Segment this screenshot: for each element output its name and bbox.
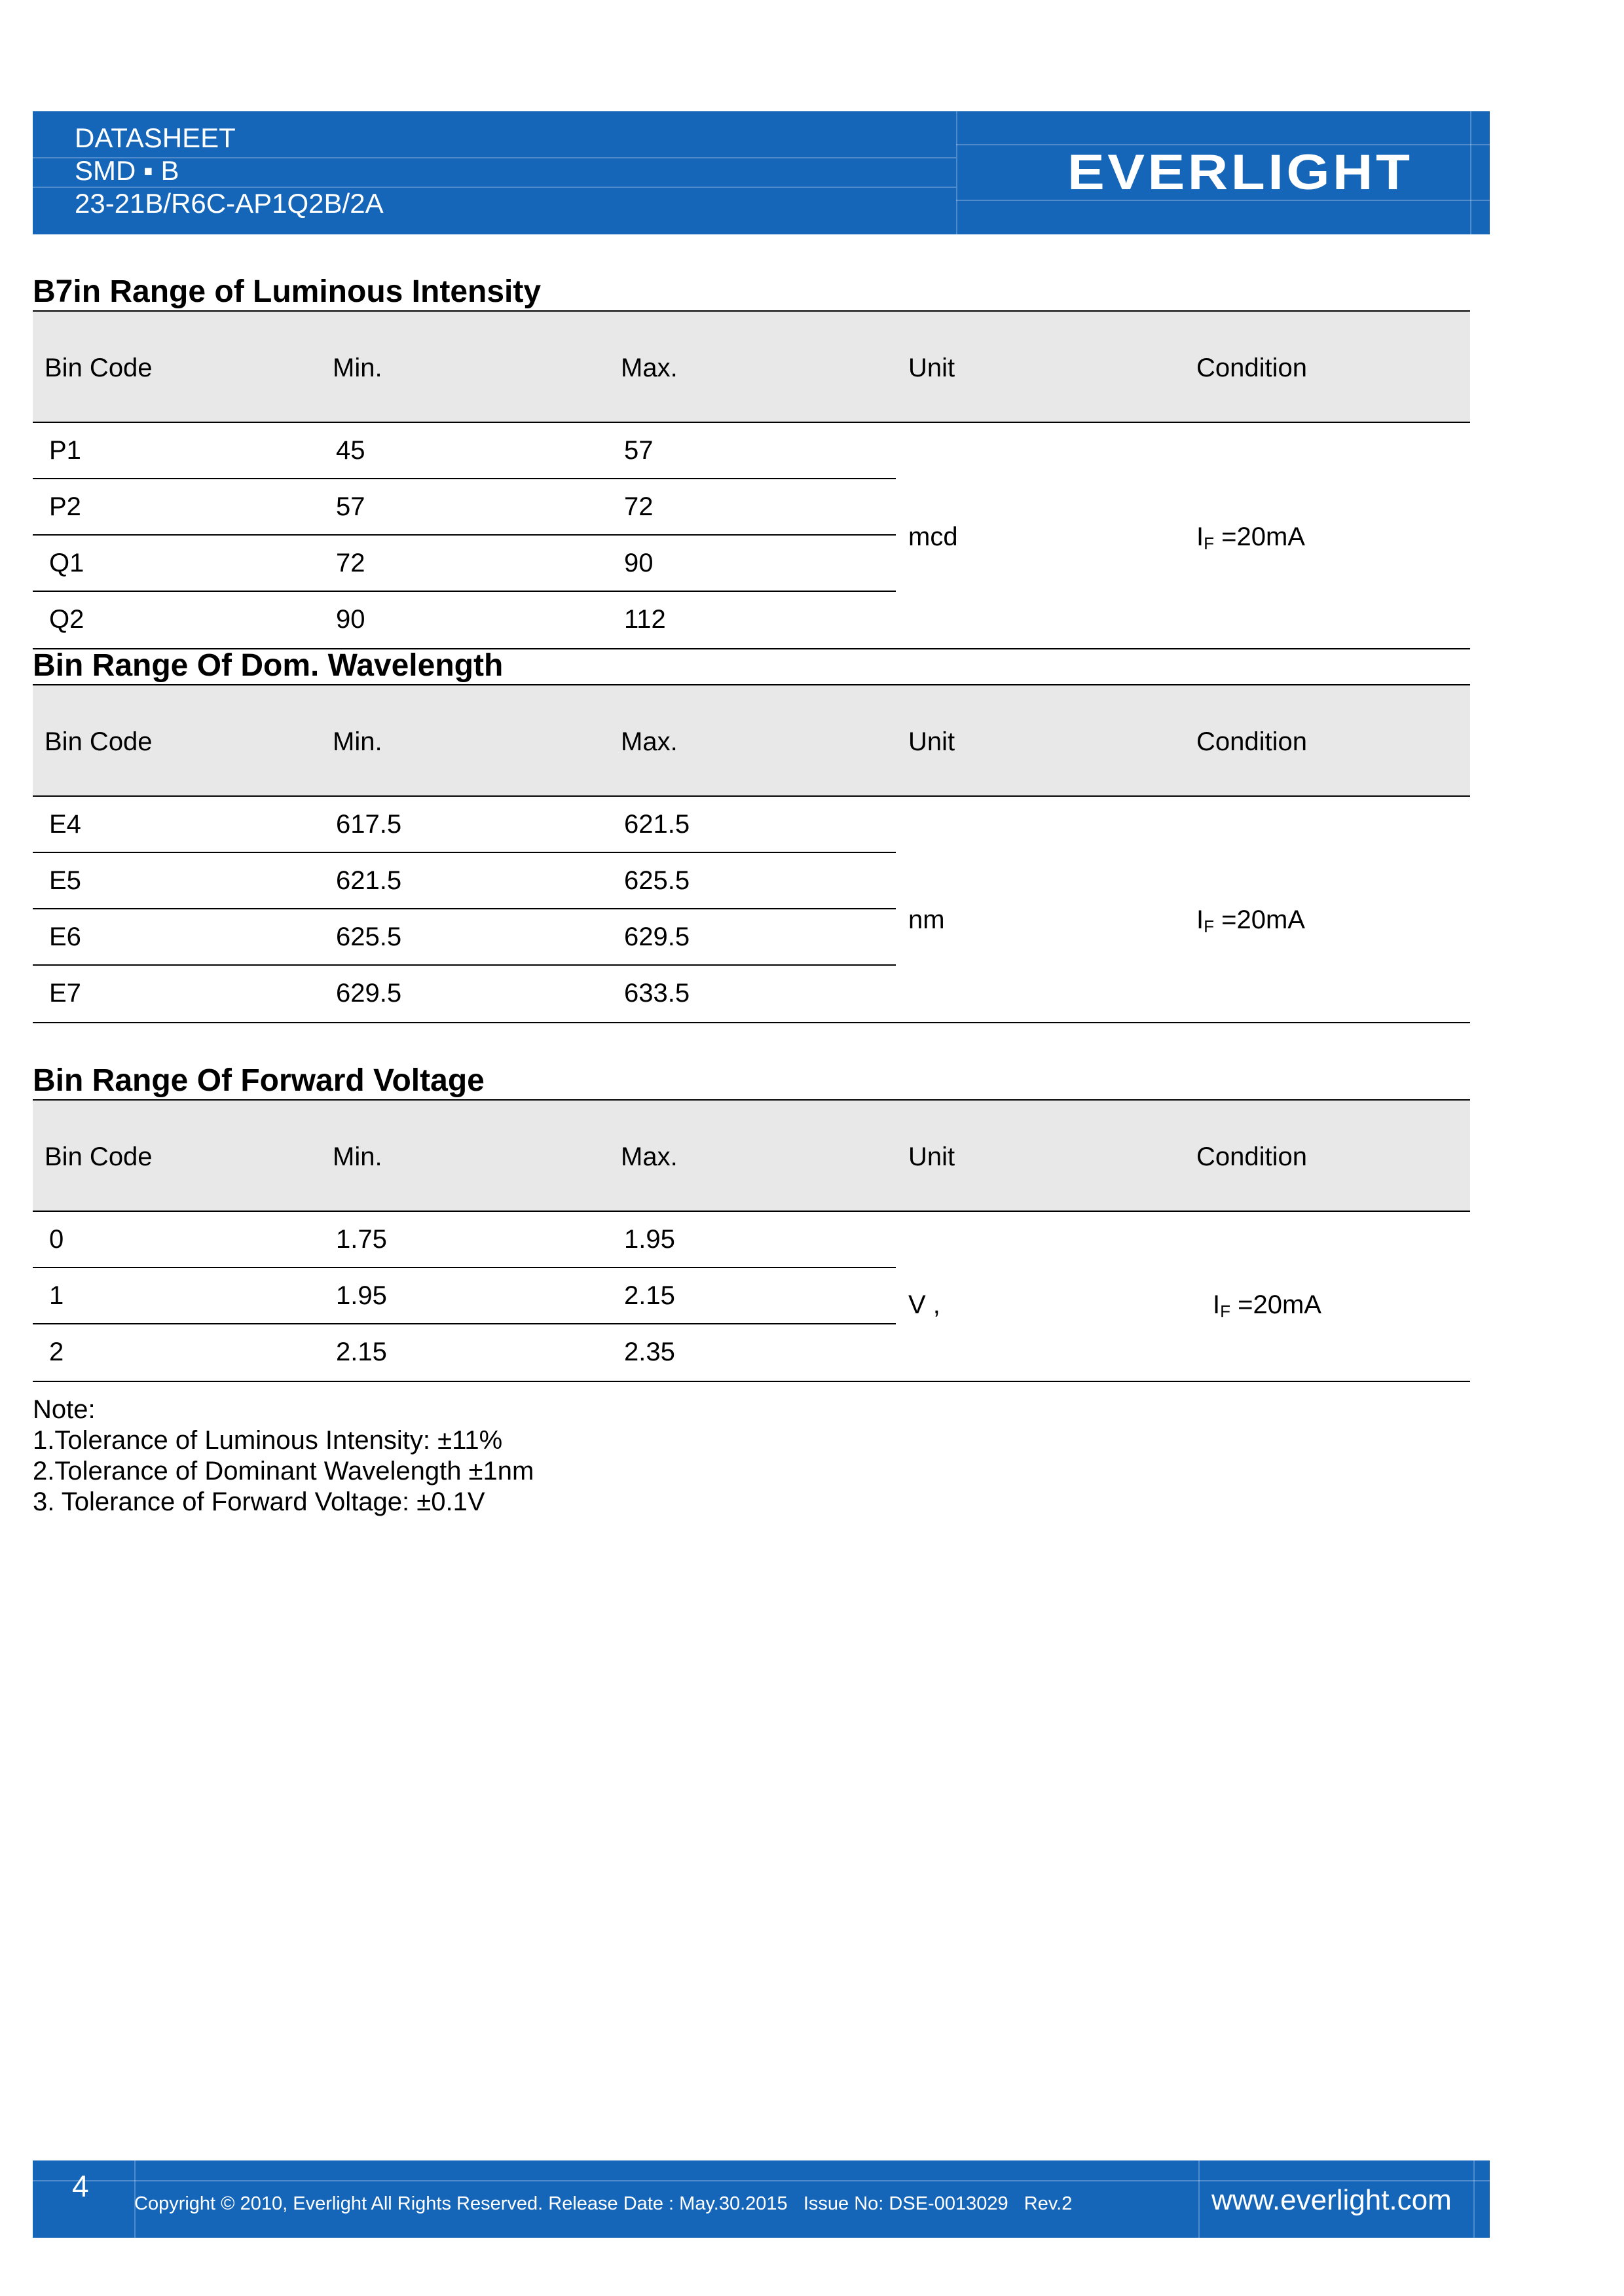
- table-header: [33, 1101, 1470, 1212]
- table-row: [33, 536, 896, 592]
- bin-code: 2: [49, 1338, 64, 1366]
- header-min: Min.: [333, 354, 382, 382]
- header-condition: Condition: [1196, 1142, 1308, 1171]
- bin-code: P2: [49, 492, 81, 521]
- luminous-title: B7in Range of Luminous Intensity: [33, 274, 542, 309]
- voltage-title: Bin Range Of Forward Voltage: [33, 1063, 485, 1098]
- min-value: 621.5: [336, 866, 402, 895]
- table-row: [33, 479, 896, 536]
- bin-code: 0: [49, 1225, 64, 1254]
- note-heading: Note:: [33, 1395, 96, 1424]
- bin-code: E6: [49, 922, 81, 951]
- luminous-table: [33, 310, 1470, 651]
- max-value: 2.15: [624, 1281, 675, 1310]
- note-item: 3. Tolerance of Forward Voltage: ±0.1V: [33, 1487, 485, 1516]
- unit-value: mcd: [908, 522, 958, 551]
- max-value: 621.5: [624, 810, 690, 839]
- package-label: SMD ▪ B: [75, 155, 179, 186]
- copyright-text: Copyright © 2010, Everlight All Rights Reserved. Release Date : May.30.2015 Issue No: DSE-0013029 Rev.2: [134, 2193, 1073, 2214]
- header-unit: Unit: [908, 727, 955, 756]
- header-min: Min.: [333, 727, 382, 756]
- table-row: [33, 1324, 896, 1379]
- table-row: [33, 909, 896, 966]
- table-row: [33, 1212, 896, 1268]
- min-value: 625.5: [336, 922, 402, 951]
- notes: [33, 1394, 534, 1518]
- part-number: 23-21B/R6C-AP1Q2B/2A: [75, 188, 384, 219]
- max-value: 1.95: [624, 1225, 675, 1254]
- max-value: 625.5: [624, 866, 690, 895]
- table-header: [33, 685, 1470, 797]
- page-number: 4: [72, 2169, 89, 2203]
- bin-code: P1: [49, 436, 81, 465]
- doc-type-label: DATASHEET: [75, 122, 236, 153]
- max-value: 90: [624, 549, 654, 577]
- table-row: [33, 966, 896, 1021]
- min-value: 45: [336, 436, 365, 465]
- wavelength-table: [33, 684, 1470, 1025]
- header-condition: Condition: [1196, 354, 1308, 382]
- header-band: [33, 111, 1490, 234]
- header-bin-code: Bin Code: [45, 727, 153, 756]
- website-link[interactable]: www.everlight.com: [1211, 2184, 1452, 2216]
- table-row: [33, 592, 896, 647]
- voltage-table: [33, 1099, 1470, 1385]
- header-bin-code: Bin Code: [45, 1142, 153, 1171]
- header-bin-code: Bin Code: [45, 354, 153, 382]
- footer-band: [33, 2160, 1490, 2238]
- min-value: 57: [336, 492, 365, 521]
- max-value: 2.35: [624, 1338, 675, 1366]
- max-value: 57: [624, 436, 654, 465]
- unit-value: nm: [908, 905, 945, 934]
- header-max: Max.: [621, 354, 678, 382]
- max-value: 629.5: [624, 922, 690, 951]
- header-unit: Unit: [908, 354, 955, 382]
- min-value: 2.15: [336, 1338, 387, 1366]
- table-row: [33, 797, 896, 853]
- min-value: 1.75: [336, 1225, 387, 1254]
- bin-code: E7: [49, 979, 81, 1008]
- everlight-logo: EVERLIGHT: [1067, 145, 1413, 200]
- wavelength-title: Bin Range Of Dom. Wavelength: [33, 648, 504, 683]
- bin-code: E4: [49, 810, 81, 839]
- bin-code: E5: [49, 866, 81, 895]
- bin-code: 1: [49, 1281, 64, 1310]
- min-value: 629.5: [336, 979, 402, 1008]
- note-item: 2.Tolerance of Dominant Wavelength ±1nm: [33, 1457, 534, 1485]
- note-item: 1.Tolerance of Luminous Intensity: ±11%: [33, 1426, 503, 1455]
- max-value: 72: [624, 492, 654, 521]
- bin-code: Q2: [49, 605, 84, 634]
- max-value: 112: [624, 605, 666, 634]
- min-value: 1.95: [336, 1281, 387, 1310]
- table-row: [33, 423, 896, 479]
- condition-value: $I_F =20mA$: [1196, 522, 1305, 553]
- table-row: [33, 1268, 896, 1324]
- min-value: 617.5: [336, 810, 402, 839]
- table-row: [33, 853, 896, 909]
- header-max: Max.: [621, 727, 678, 756]
- header-unit: Unit: [908, 1142, 955, 1171]
- unit-value: V ,: [908, 1290, 940, 1319]
- header-max: Max.: [621, 1142, 678, 1171]
- min-value: 72: [336, 549, 365, 577]
- header-condition: Condition: [1196, 727, 1308, 756]
- table-header: [33, 312, 1470, 423]
- condition-value: $I_F =20mA$: [1196, 905, 1305, 936]
- min-value: 90: [336, 605, 365, 634]
- max-value: 633.5: [624, 979, 690, 1008]
- bin-code: Q1: [49, 549, 84, 577]
- header-min: Min.: [333, 1142, 382, 1171]
- condition-value: $I_F =20mA$: [1213, 1290, 1321, 1321]
